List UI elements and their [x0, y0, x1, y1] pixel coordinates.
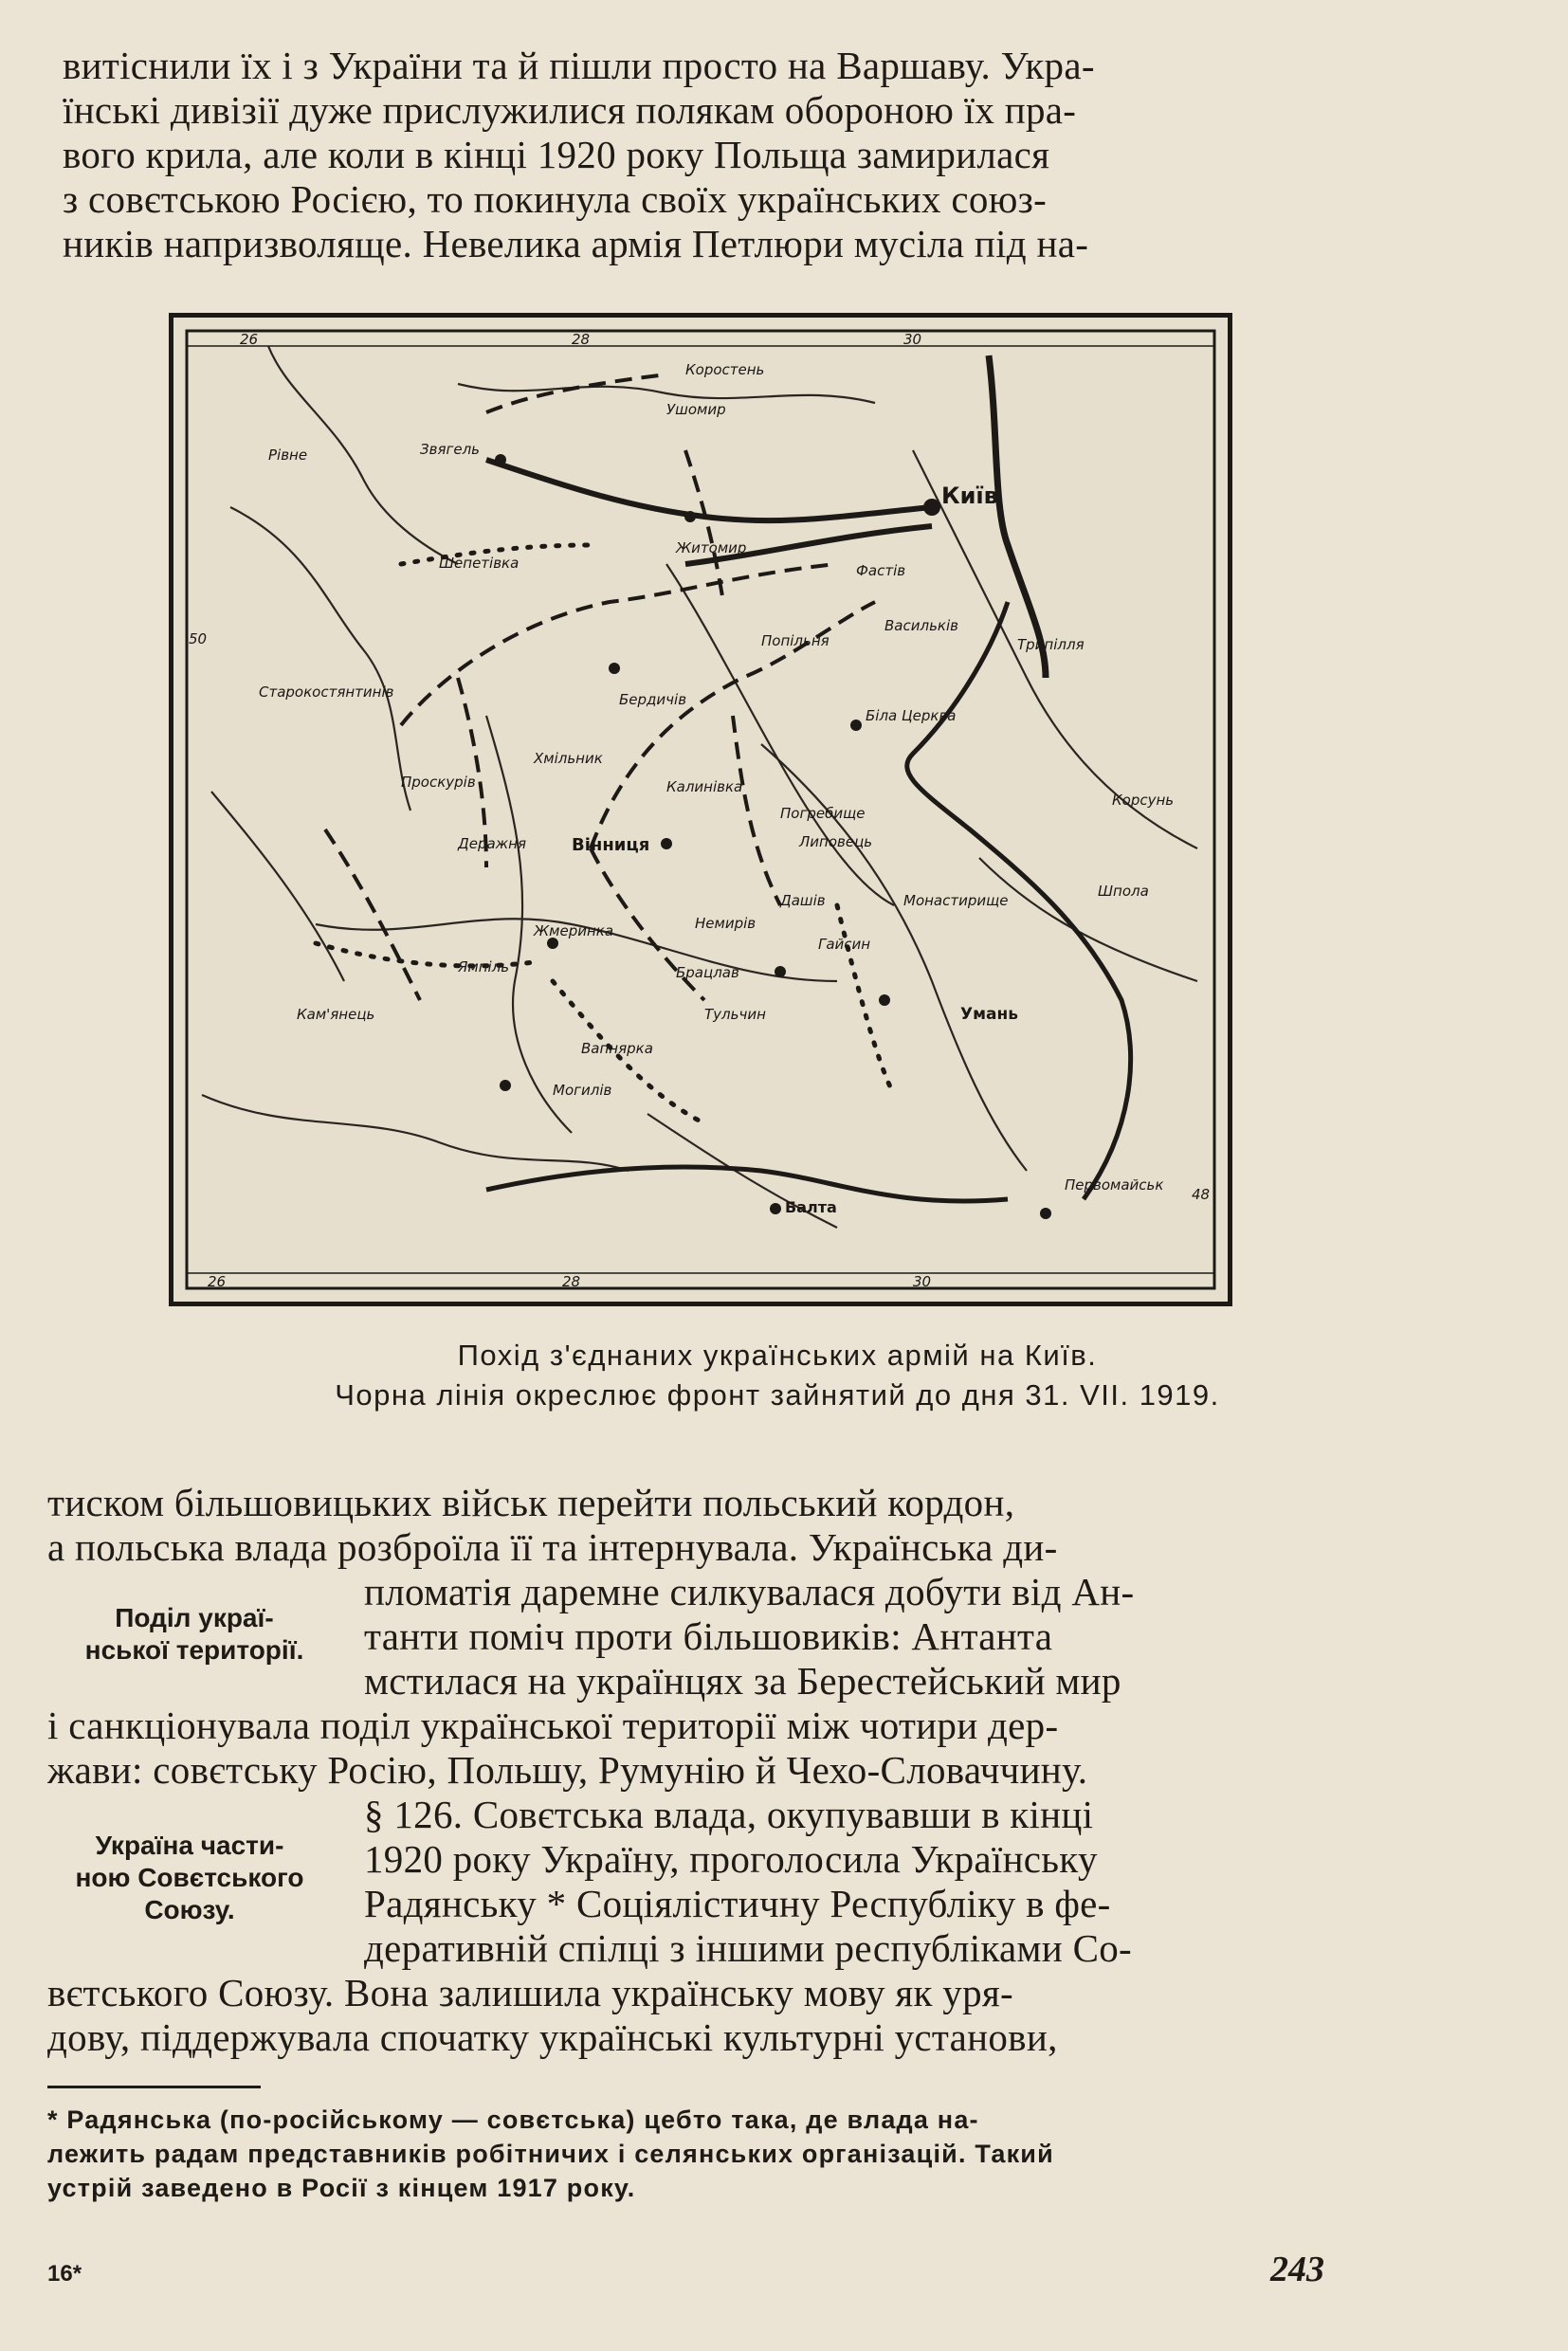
text-line: § 126. Совєтська влада, окупувавши в кінці: [364, 1793, 1094, 1836]
place-label: Умань: [960, 1005, 1018, 1024]
place-label: Дашів: [780, 892, 826, 909]
text-line: 1920 року Україну, проголосила Українську: [364, 1837, 1098, 1881]
place-label: Тульчин: [704, 1006, 766, 1023]
place-label: Шпола: [1098, 883, 1149, 900]
place-label: Вапнярка: [581, 1040, 653, 1057]
town-dot: [775, 966, 786, 977]
place-label: Біла Церква: [866, 707, 957, 724]
route-dashed: [325, 829, 420, 1000]
place-label: Бердичів: [619, 691, 687, 708]
town-dot: [879, 994, 890, 1006]
town-dot: [1040, 1208, 1051, 1219]
footnote-rule: [47, 2086, 261, 2088]
river-line: [211, 792, 344, 981]
place-label: Попільня: [761, 632, 830, 649]
river-line: [666, 564, 894, 905]
longitude-label: 30: [903, 331, 922, 348]
map-svg: [173, 318, 1228, 1302]
margin-note-territory-division: [47, 1602, 341, 1667]
footnote-line: устрій заведено в Росії з кінцем 1917 року.: [47, 2174, 636, 2202]
place-label: Ямпіль: [458, 958, 510, 975]
place-label: Калинівка: [666, 778, 743, 795]
place-label: Васильків: [884, 617, 958, 634]
text-line: вого крила, але коли в кінці 1920 року Польща замирилася: [63, 133, 1050, 176]
place-label: Могилів: [553, 1082, 612, 1099]
margin-note-line: Союзу.: [144, 1895, 235, 1924]
text-line: а польська влада розброїла її та інтернувала. Українська ди-: [47, 1525, 1058, 1569]
town-dot-kyiv: [923, 499, 940, 516]
town-dot: [495, 454, 506, 465]
route-dashed: [685, 450, 723, 602]
town-dot: [661, 838, 672, 849]
place-label: Фастів: [856, 562, 906, 579]
place-label: Гайсин: [818, 936, 871, 953]
place-label: Житомир: [676, 539, 747, 556]
town-dot: [609, 663, 620, 674]
margin-note-soviet-union: [38, 1830, 341, 1926]
place-label: Немирів: [695, 915, 757, 932]
footnote: [47, 2103, 1351, 2205]
middle-paragraph-full-2: [47, 1704, 1351, 1793]
section-126-indented: [364, 1793, 1351, 1971]
map-inner-border: [187, 331, 1214, 1288]
longitude-label: 26: [208, 1273, 227, 1290]
longitude-label: 28: [572, 331, 591, 348]
place-label-kyiv: Київ: [941, 483, 998, 509]
place-label: Вінниця: [572, 835, 650, 855]
footnote-line: лежить радам представників робітничих і селянських організацій. Такий: [47, 2140, 1054, 2168]
top-paragraph: [63, 44, 1352, 266]
town-dot: [684, 511, 696, 522]
middle-paragraph-start: [47, 1481, 1351, 1570]
text-line: мстилася на українцях за Берестейський мир: [364, 1659, 1121, 1703]
text-line: Радянську * Соціялістичну Республіку в фе-: [364, 1882, 1111, 1925]
front-line-north: [486, 460, 932, 520]
text-line: їнські дивізії дуже прислужилися полякам обороною їх пра-: [63, 88, 1077, 132]
margin-note-line: Поділ украї-: [115, 1603, 274, 1632]
place-label: Рівне: [268, 447, 308, 464]
longitude-label: 30: [913, 1273, 932, 1290]
place-label: Брацлав: [676, 964, 739, 981]
text-line: танти поміч проти більшовиків: Антанта: [364, 1614, 1053, 1658]
place-label: Старокостянтинів: [259, 683, 394, 701]
text-line: витіснили їх і з України та й пішли просто на Варшаву. Укра-: [63, 44, 1095, 87]
place-label: Трипілля: [1017, 636, 1085, 653]
place-label: Монастирище: [903, 892, 1009, 909]
place-label: Кам'янець: [297, 1006, 375, 1023]
place-label: Деражня: [458, 835, 527, 852]
place-label: Проскурів: [401, 774, 476, 791]
place-label: Коростень: [685, 361, 765, 378]
latitude-label: 48: [1192, 1186, 1211, 1203]
route-dashed: [733, 716, 780, 905]
place-label: Липовець: [799, 833, 873, 850]
text-line: жави: совєтську Росію, Польшу, Румунію й Чехо-Словаччину.: [47, 1748, 1088, 1792]
place-label: Погребище: [780, 805, 866, 822]
figure-caption-line2: Чорна лінія окреслює фронт зайнятий до дня 31. VII. 1919.: [335, 1378, 1220, 1412]
place-label: Хмільник: [534, 750, 603, 767]
page-number: 243: [1270, 2250, 1324, 2289]
place-label: Шепетівка: [439, 555, 520, 572]
text-line: тиском більшовицьких військ перейти польський кордон,: [47, 1481, 1015, 1524]
text-line: вєтського Союзу. Вона залишила українську мову як уря-: [47, 1971, 1013, 2014]
river-line: [979, 858, 1197, 981]
place-label: Звягель: [420, 441, 481, 458]
signature-mark: 16*: [47, 2261, 82, 2287]
text-line: ників напризволяще. Невелика армія Петлюри мусіла під на-: [63, 222, 1089, 265]
town-dot: [770, 1203, 781, 1214]
town-dot: [850, 720, 862, 731]
place-label: Первомайськ: [1065, 1176, 1164, 1194]
place-label: Балта: [785, 1198, 837, 1216]
longitude-label: 26: [240, 331, 259, 348]
town-dot: [500, 1080, 511, 1091]
margin-note-line: Україна части-: [95, 1831, 284, 1860]
route-dashed: [486, 374, 666, 412]
place-label: Жмеринка: [534, 922, 614, 939]
place-label: Ушомир: [666, 401, 726, 418]
text-line: деративній спілці з іншими республіками Со-: [364, 1926, 1132, 1970]
place-label: Корсунь: [1112, 792, 1175, 809]
middle-paragraph-indented-1: [364, 1570, 1351, 1704]
latitude-label: 50: [189, 630, 208, 647]
text-line: з совєтською Росією, то покинула своїх українських союз-: [63, 177, 1048, 221]
middle-paragraph-full-3: [47, 1971, 1351, 2060]
front-line-south: [486, 1167, 1008, 1201]
longitude-label: 28: [562, 1273, 581, 1290]
text-line: дову, піддержувала спочатку українські культурні установи,: [47, 2015, 1058, 2059]
margin-note-line: ною Совєтського: [75, 1863, 304, 1892]
campaign-map: [169, 313, 1232, 1306]
figure-caption-line1: Похід з'єднаних українських армій на Київ.: [457, 1339, 1098, 1372]
margin-note-line: нської території.: [84, 1635, 304, 1665]
river-line: [230, 507, 410, 811]
text-line: пломатія даремне силкувалася добути від Ан-: [364, 1570, 1135, 1613]
river-line: [202, 1095, 629, 1171]
text-line: і санкціонувала поділ української території між чотири дер-: [47, 1704, 1059, 1747]
footnote-line: * Радянська (по-російському — совєтська) цебто така, де влада на-: [47, 2105, 979, 2134]
